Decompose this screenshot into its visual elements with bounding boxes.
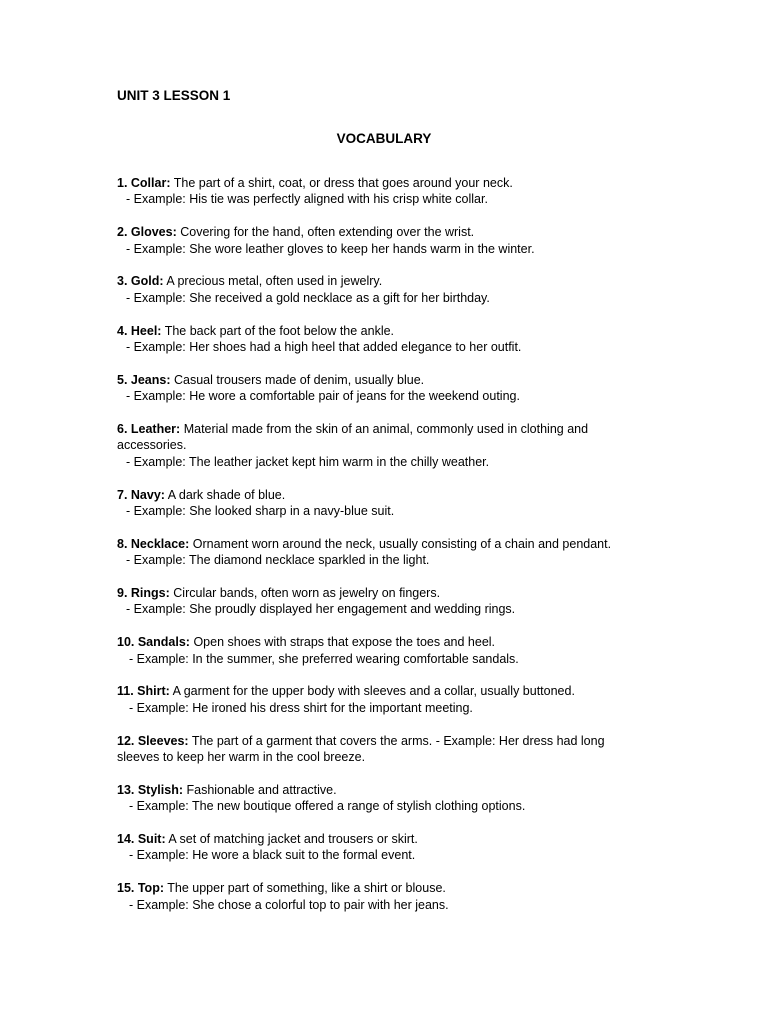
entry-term: 11. Shirt: [117, 684, 170, 699]
entry-term: 6. Leather: [117, 422, 181, 437]
vocab-entry-jeans [117, 372, 637, 405]
entry-definition: Ornament worn around the neck, usually consisting of a chain and pendant. [192, 536, 612, 551]
entry-term: 8. Necklace: [117, 536, 190, 551]
entry-term: 14. Suit: [117, 832, 166, 847]
entry-definition: Covering for the hand, often extending over the wrist. [180, 225, 475, 240]
unit-title: UNIT 3 LESSON 1 [117, 88, 231, 103]
vocab-entry-leather [117, 421, 637, 470]
entry-definition: The part of a shirt, coat, or dress that goes around your neck. [173, 176, 513, 190]
entry-example: - Example: She wore leather gloves to keep her hands warm in the winter. [126, 241, 535, 256]
vocab-entry-heel [117, 323, 637, 356]
entry-term: 12. Sleeves: [117, 733, 189, 748]
entry-definition: A garment for the upper body with sleeves and a collar, usually buttoned. [172, 684, 575, 699]
entry-term: 2. Gloves: [117, 225, 177, 240]
vocab-entry-navy [117, 487, 637, 520]
vocabulary-heading: VOCABULARY [336, 131, 432, 146]
entry-head [117, 585, 637, 601]
entry-definition: A dark shade of blue. [167, 487, 286, 502]
entry-term: 9. Rings: [117, 586, 170, 601]
entry-term: 5. Jeans: [117, 372, 171, 387]
entry-definition: A precious metal, often used in jewelry. [166, 274, 383, 289]
entry-definition: The part of a garment that covers the arms. - Example: Her dress had long sleeves to keep her warm in the cool breeze. [117, 733, 605, 765]
entry-head [117, 683, 637, 699]
vocab-entry-sandals [117, 634, 637, 667]
entry-example: - Example: He wore a black suit to the formal event. [129, 848, 416, 863]
entry-term: 4. Heel: [117, 323, 162, 338]
entry-example: - Example: The diamond necklace sparkled in the light. [126, 553, 430, 568]
vocab-entry-collar [117, 175, 637, 208]
entry-definition: Circular bands, often worn as jewelry on fingers. [173, 586, 441, 601]
entry-head [117, 175, 637, 191]
entry-head [117, 421, 637, 454]
entry-head [117, 224, 637, 240]
entry-definition: Open shoes with straps that expose the toes and heel. [193, 635, 496, 650]
vocab-entry-necklace [117, 536, 637, 569]
vocab-entry-gloves [117, 224, 637, 257]
entry-example: - Example: In the summer, she preferred wearing comfortable sandals. [129, 651, 519, 666]
entry-definition: Casual trousers made of denim, usually blue. [174, 372, 425, 387]
entry-head [117, 487, 637, 503]
entry-example: - Example: He wore a comfortable pair of jeans for the weekend outing. [126, 389, 520, 404]
entry-definition: Fashionable and attractive. [186, 782, 337, 797]
entry-head [117, 536, 637, 552]
entry-term: 13. Stylish: [117, 782, 183, 797]
entry-example: - Example: The new boutique offered a range of stylish clothing options. [129, 799, 526, 814]
entry-example: - Example: She looked sharp in a navy-blue suit. [126, 504, 395, 519]
entry-term: 1. Collar: [117, 176, 171, 190]
entry-head [117, 880, 637, 896]
entry-definition: The back part of the foot below the ankle. [164, 323, 395, 338]
entry-head [117, 782, 637, 798]
vocab-entry-top [117, 880, 637, 913]
entry-example: - Example: His tie was perfectly aligned with his crisp white collar. [126, 192, 488, 207]
entry-head [117, 372, 637, 388]
entry-term: 10. Sandals: [117, 635, 190, 650]
vocab-entry-rings [117, 585, 637, 618]
entry-definition: Material made from the skin of an animal, commonly used in clothing and accessories. [117, 422, 589, 453]
vocabulary-list [117, 175, 637, 929]
vocab-entry-sleeves [117, 733, 637, 766]
vocab-entry-gold [117, 273, 637, 306]
vocab-entry-suit [117, 831, 637, 864]
vocab-entry-stylish [117, 782, 637, 815]
entry-head [117, 831, 637, 847]
entry-example: - Example: Her shoes had a high heel that added elegance to her outfit. [126, 340, 522, 355]
vocab-entry-shirt [117, 683, 637, 716]
entry-example: - Example: The leather jacket kept him warm in the chilly weather. [126, 454, 490, 469]
entry-term: 3. Gold: [117, 274, 164, 289]
entry-example: - Example: She received a gold necklace as a gift for her birthday. [126, 290, 490, 305]
entry-term: 7. Navy: [117, 487, 165, 502]
entry-term: 15. Top: [117, 881, 164, 896]
entry-head [117, 323, 637, 339]
entry-example: - Example: She chose a colorful top to pair with her jeans. [129, 897, 449, 912]
entry-head [117, 273, 637, 289]
entry-definition: A set of matching jacket and trousers or skirt. [168, 832, 418, 847]
entry-definition: The upper part of something, like a shirt or blouse. [167, 881, 446, 896]
entry-head [117, 733, 637, 766]
entry-example: - Example: He ironed his dress shirt for the important meeting. [129, 700, 473, 715]
entry-example: - Example: She proudly displayed her engagement and wedding rings. [126, 602, 516, 617]
entry-head [117, 634, 637, 650]
